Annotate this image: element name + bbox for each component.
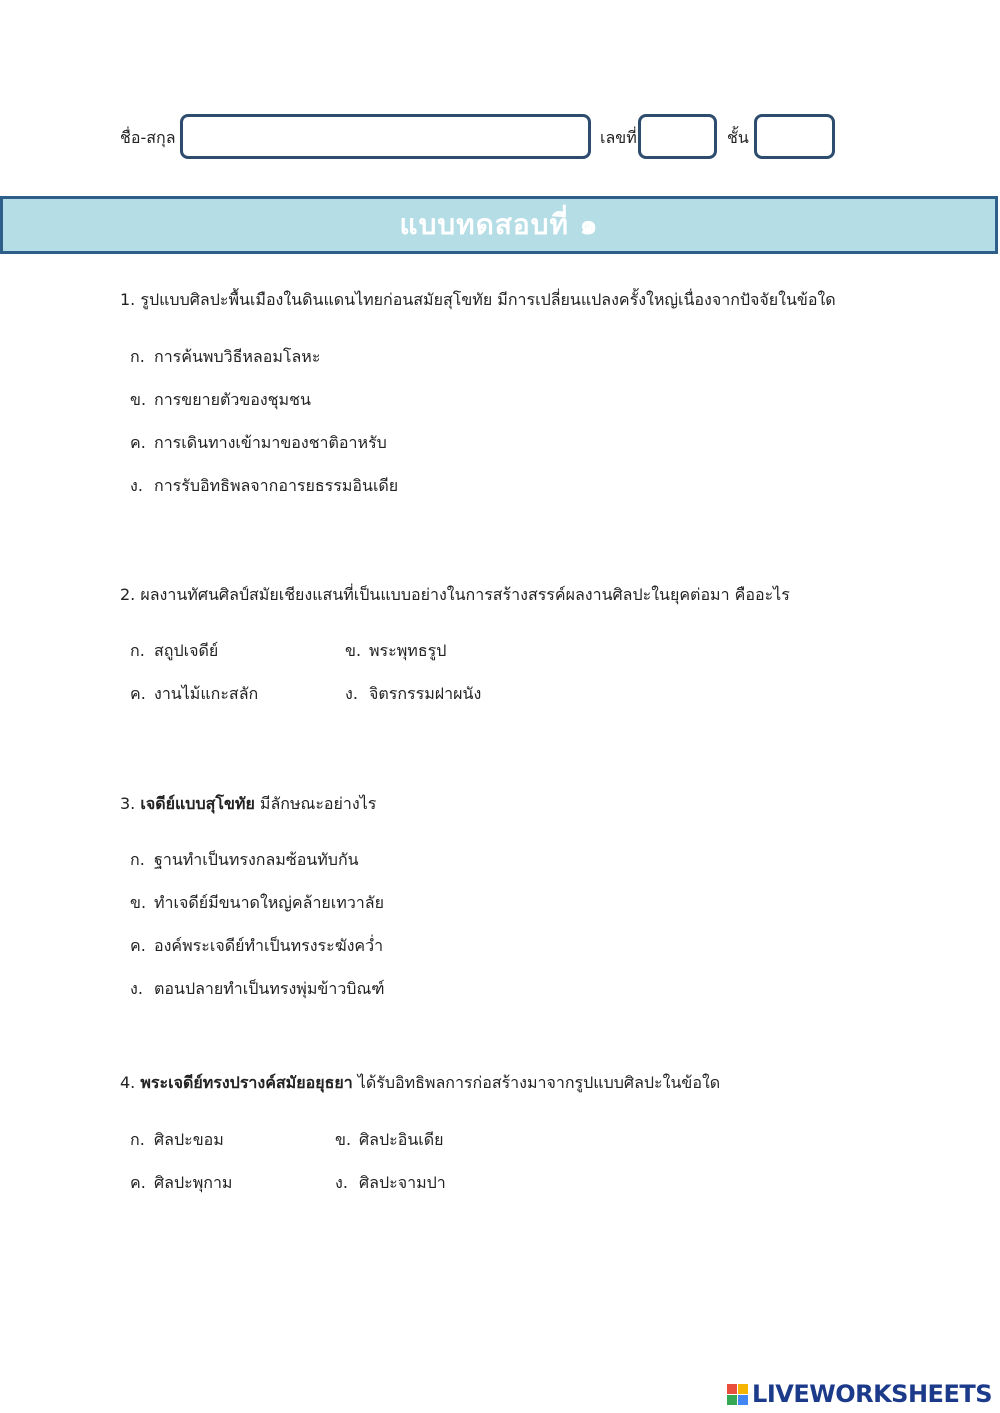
option-3d[interactable]	[130, 977, 385, 1002]
class-label: ชั้น	[727, 128, 749, 147]
logo-mark-icon	[727, 1384, 748, 1405]
question-number: 1.	[120, 290, 136, 309]
option-4d[interactable]	[335, 1171, 446, 1196]
option-key: ง.	[345, 684, 358, 703]
question-number: 3.	[120, 794, 136, 813]
option-text: ตอนปลายทำเป็นทรงพุ่มข้าวบิณฑ์	[154, 979, 385, 998]
option-key: ข.	[345, 641, 362, 660]
name-input[interactable]	[180, 114, 591, 159]
option-text: ศิลปะอินเดีย	[359, 1130, 444, 1149]
worksheet-banner	[0, 196, 998, 254]
class-input[interactable]	[754, 114, 835, 159]
option-key: ก.	[130, 347, 145, 366]
option-text: การค้นพบวิธีหลอมโลหะ	[154, 347, 321, 366]
question-number: 4.	[120, 1073, 136, 1092]
question-1	[120, 288, 836, 313]
liveworksheets-logo	[727, 1378, 992, 1410]
question-2	[120, 583, 790, 608]
option-key: ค.	[130, 433, 146, 452]
question-4	[120, 1071, 720, 1096]
page-title: แบบทดสอบที่ ๑	[399, 208, 599, 241]
option-3b[interactable]	[130, 891, 384, 916]
question-text: รูปแบบศิลปะพื้นเมืองในดินแดนไทยก่อนสมัยสุโขทัย มีการเปลี่ยนแปลงครั้งใหญ่เนื่องจากปัจจัยในข้อใด	[140, 290, 836, 309]
option-text: ศิลปะพุกาม	[154, 1173, 233, 1192]
question-text: มีลักษณะอย่างไร	[259, 794, 377, 813]
name-label: ชื่อ-สกุล	[120, 128, 176, 147]
option-key: ง.	[335, 1173, 348, 1192]
option-key: ง.	[130, 476, 143, 495]
option-key: ค.	[130, 684, 146, 703]
option-text: การขยายตัวของชุมชน	[154, 390, 311, 409]
option-1d[interactable]	[130, 474, 398, 499]
option-text: งานไม้แกะสลัก	[154, 684, 259, 703]
option-key: ก.	[130, 641, 145, 660]
number-label: เลขที่	[600, 128, 637, 147]
option-key: ค.	[130, 936, 146, 955]
option-text: ศิลปะขอม	[154, 1130, 224, 1149]
option-text: จิตรกรรมฝาผนัง	[369, 684, 482, 703]
option-3a[interactable]	[130, 848, 359, 873]
option-key: ก.	[130, 1130, 145, 1149]
option-4b[interactable]	[335, 1128, 444, 1153]
question-number: 2.	[120, 585, 136, 604]
option-1a[interactable]	[130, 345, 320, 370]
option-key: ก.	[130, 850, 145, 869]
option-text: ทำเจดีย์มีขนาดใหญ่คล้ายเทวาลัย	[154, 893, 384, 912]
option-2b[interactable]	[345, 639, 446, 664]
option-text: สถูปเจดีย์	[154, 641, 219, 660]
option-key: ง.	[130, 979, 143, 998]
option-text: ฐานทำเป็นทรงกลมซ้อนทับกัน	[154, 850, 359, 869]
option-2d[interactable]	[345, 682, 481, 707]
question-text: ผลงานทัศนศิลป์สมัยเชียงแสนที่เป็นแบบอย่างในการสร้างสรรค์ผลงานศิลปะในยุคต่อมา คืออะไร	[140, 585, 790, 604]
option-text: องค์พระเจดีย์ทำเป็นทรงระฆังคว่ำ	[154, 936, 384, 955]
option-2c[interactable]	[130, 682, 258, 707]
option-2a[interactable]	[130, 639, 218, 664]
question-bold-text: พระเจดีย์ทรงปรางค์สมัยอยุธยา	[140, 1073, 353, 1092]
option-text: การรับอิทธิพลจากอารยธรรมอินเดีย	[154, 476, 399, 495]
number-input[interactable]	[638, 114, 717, 159]
question-bold-text: เจดีย์แบบสุโขทัย	[140, 794, 255, 813]
question-text: ได้รับอิทธิพลการก่อสร้างมาจากรูปแบบศิลปะในข้อใด	[357, 1073, 721, 1092]
option-text: การเดินทางเข้ามาของชาติอาหรับ	[154, 433, 387, 452]
option-key: ข.	[130, 893, 147, 912]
question-3	[120, 792, 376, 817]
option-key: ข.	[335, 1130, 352, 1149]
option-text: พระพุทธรูป	[369, 641, 447, 660]
option-key: ข.	[130, 390, 147, 409]
option-1b[interactable]	[130, 388, 311, 413]
option-text: ศิลปะจามปา	[359, 1173, 446, 1192]
option-1c[interactable]	[130, 431, 387, 456]
option-4c[interactable]	[130, 1171, 232, 1196]
option-4a[interactable]	[130, 1128, 224, 1153]
option-key: ค.	[130, 1173, 146, 1192]
logo-text: LIVEWORKSHEETS	[752, 1380, 992, 1408]
option-3c[interactable]	[130, 934, 383, 959]
